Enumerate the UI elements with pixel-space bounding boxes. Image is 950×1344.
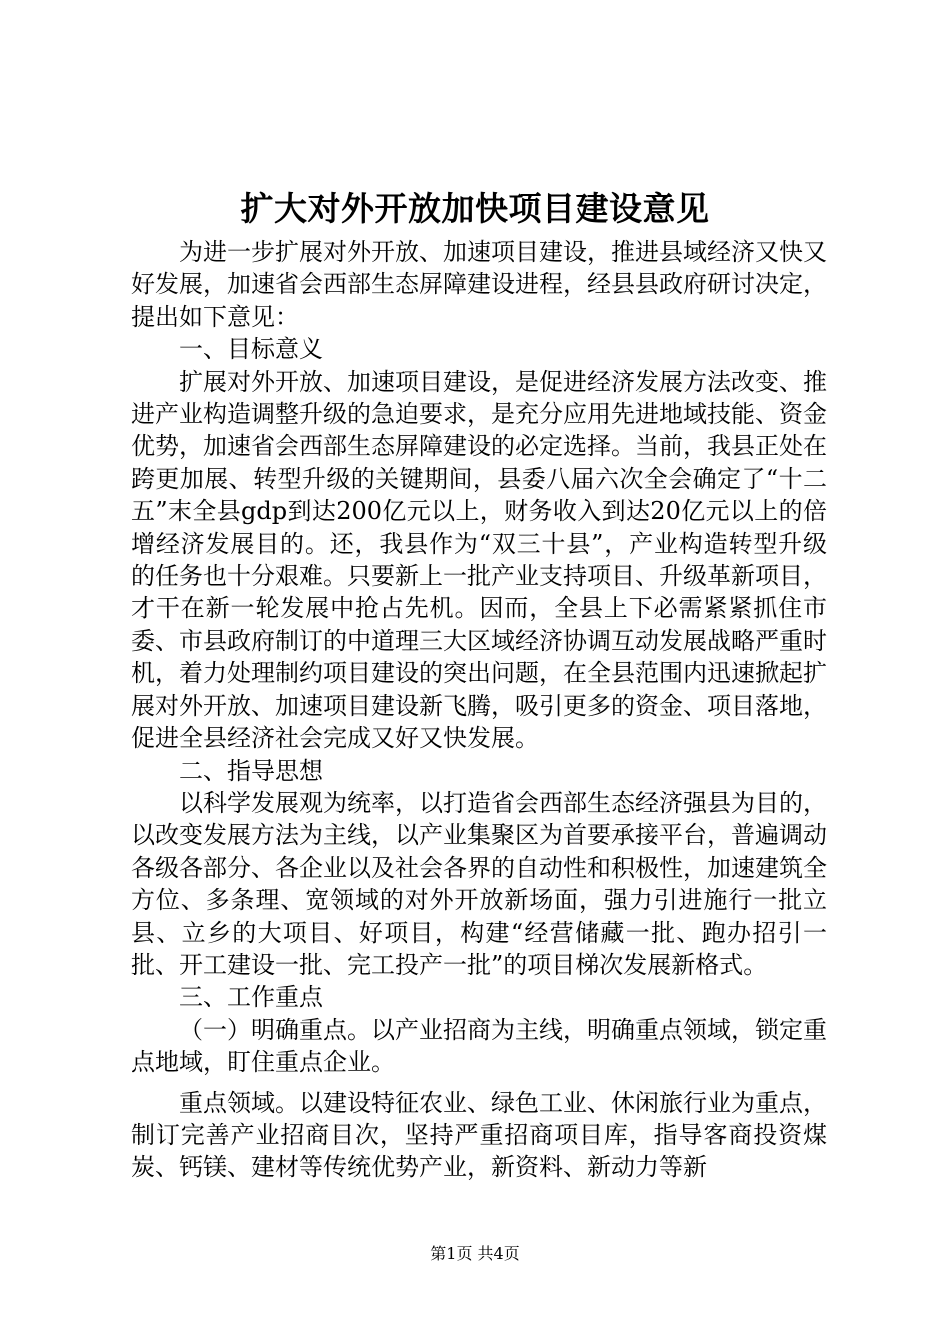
document-title: 扩大对外开放加快项目建设意见 [240, 189, 710, 228]
page-footer: 第1页 共4页 [430, 1244, 520, 1263]
section-heading-guiding-thought: 二、指导思想 [179, 756, 323, 785]
intro-paragraph: 为进一步扩展对外开放、加速项目建设，推进县域经济又快又好发展，加速省会西部生态屏障建设进程，经县县政府研讨决定，提出如下意见： [131, 238, 827, 331]
goals-paragraph: 扩展对外开放、加速项目建设，是促进经济发展方法改变、推进产业构造调整升级的急迫要求，是充分应用先进地域技能、资金优势，加速省会西部生态屏障建设的必定选择。当前，我县正处在跨更加展、转型升级的关键期间，县委八届六次全会确定了“十二五”末全县gdp到达200亿元以上，财务收入到达20亿元以上的倍增经济发展目的。还，我县作为“双三十县”，产业构造转型升级的任务也十分艰难。只要新上一批产业支持项目、升级革新项目，才干在新一轮发展中抢占先机。因而，全县上下必需紧紧抓住市委、市县政府制订的中道理三大区域经济协调互动发展战略严重时机，着力处理制约项目建设的突出问题，在全县范围内迅速掀起扩展对外开放、加速项目建设新飞腾，吸引更多的资金、项目落地，促进全县经济社会完成又好又快发展。 [131, 367, 827, 753]
document-body [131, 236, 827, 1184]
work-focus-item-1: （一）明确重点。以产业招商为主线，明确重点领域，锁定重点地域，盯住重点企业。 [131, 1015, 827, 1077]
guiding-thought-paragraph: 以科学发展观为统率，以打造省会西部生态经济强县为目的，以改变发展方法为主线，以产业集聚区为首要承接平台，普遍调动各级各部分、各企业以及社会各界的自动性和积极性，加速建筑全方位、多条理、宽领域的对外开放新场面，强力引进施行一批立县、立乡的大项目、好项目，构建“经营储藏一批、跑办招引一批、开工建设一批、完工投产一批”的项目梯次发展新格式。 [131, 788, 827, 979]
section-heading-goals: 一、目标意义 [179, 335, 323, 364]
key-fields-paragraph: 重点领域。以建设特征农业、绿色工业、休闲旅行业为重点，制订完善产业招商目次，坚持严重招商项目库，指导客商投资煤炭、钙镁、建材等传统优势产业，新资料、新动力等新 [131, 1088, 827, 1182]
section-heading-work-focus: 三、工作重点 [179, 983, 323, 1012]
